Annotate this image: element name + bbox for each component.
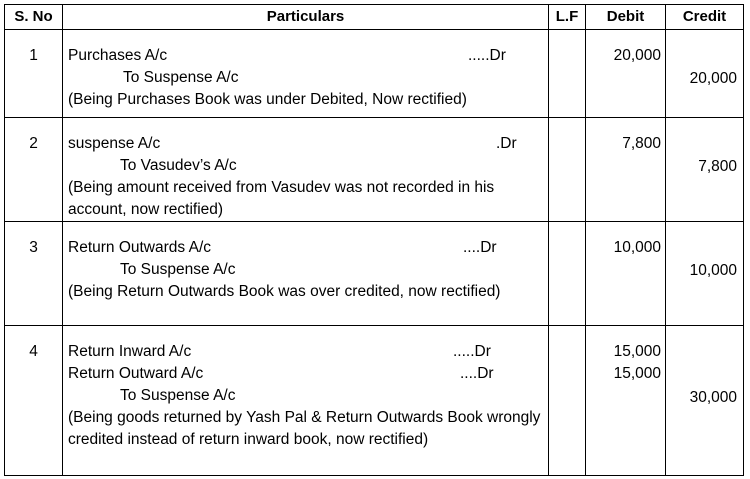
debit-account: suspense A/c <box>68 135 161 152</box>
debit-amount: 20,000 <box>613 47 661 64</box>
table-row <box>5 30 744 118</box>
header-sno: S. No <box>5 5 63 30</box>
debit-amount: 15,000 <box>613 343 661 360</box>
narration: (Being Purchases Book was under Debited, Now rectified) <box>68 91 467 108</box>
entry-sno: 4 <box>5 326 63 476</box>
entry-credit <box>666 30 744 118</box>
credit-amount: 30,000 <box>689 389 737 406</box>
debit-account: Return Outwards A/c <box>68 239 212 256</box>
dr-marker: .....Dr <box>468 47 506 64</box>
narration: (Being amount received from Vasudev was not recorded in his account, now rectified) <box>68 179 495 218</box>
header-debit: Debit <box>586 5 666 30</box>
credit-account: To Vasudev’s A/c <box>120 157 237 174</box>
entry-lf <box>549 222 586 326</box>
table-row <box>5 118 744 222</box>
entry-credit <box>666 222 744 326</box>
debit-line <box>68 133 544 155</box>
entry-sno: 3 <box>5 222 63 326</box>
header-lf: L.F <box>549 5 586 30</box>
dr-marker: .Dr <box>496 135 517 152</box>
credit-account: To Suspense A/c <box>120 261 236 278</box>
debit-amount: 7,800 <box>622 135 661 152</box>
entry-sno: 1 <box>5 30 63 118</box>
entry-credit <box>666 326 744 476</box>
debit-amount: 10,000 <box>613 239 661 256</box>
dr-marker: ....Dr <box>463 239 497 256</box>
credit-amount: 20,000 <box>689 70 737 87</box>
entry-debit <box>586 118 666 222</box>
debit-amount: 15,000 <box>613 365 661 382</box>
debit-line <box>68 45 544 67</box>
debit-line <box>68 363 544 385</box>
header-credit: Credit <box>666 5 744 30</box>
entry-debit <box>586 326 666 476</box>
entry-lf <box>549 118 586 222</box>
credit-account: To Suspense A/c <box>120 387 236 404</box>
credit-amount: 7,800 <box>698 158 737 175</box>
narration: (Being goods returned by Yash Pal & Return Outwards Book wrongly credited instead of return inward book, now rectified) <box>68 409 541 448</box>
narration: (Being Return Outwards Book was over credited, now rectified) <box>68 283 501 300</box>
entry-credit <box>666 118 744 222</box>
debit-account: Return Outward A/c <box>68 365 204 382</box>
credit-amount: 10,000 <box>689 262 737 279</box>
dr-marker: .....Dr <box>453 343 491 360</box>
dr-marker: ....Dr <box>460 365 494 382</box>
entry-debit <box>586 222 666 326</box>
header-particulars: Particulars <box>63 5 549 30</box>
debit-line <box>68 237 544 259</box>
entry-lf <box>549 326 586 476</box>
table-row <box>5 326 744 476</box>
debit-account: Purchases A/c <box>68 47 168 64</box>
entry-debit <box>586 30 666 118</box>
debit-line <box>68 341 544 363</box>
debit-account: Return Inward A/c <box>68 343 192 360</box>
entry-particulars <box>63 118 549 222</box>
entry-particulars <box>63 222 549 326</box>
credit-account: To Suspense A/c <box>123 69 239 86</box>
entry-particulars <box>63 30 549 118</box>
journal-table <box>4 4 744 476</box>
entry-lf <box>549 30 586 118</box>
header-row <box>5 5 744 30</box>
table-row <box>5 222 744 326</box>
entry-particulars <box>63 326 549 476</box>
entry-sno: 2 <box>5 118 63 222</box>
